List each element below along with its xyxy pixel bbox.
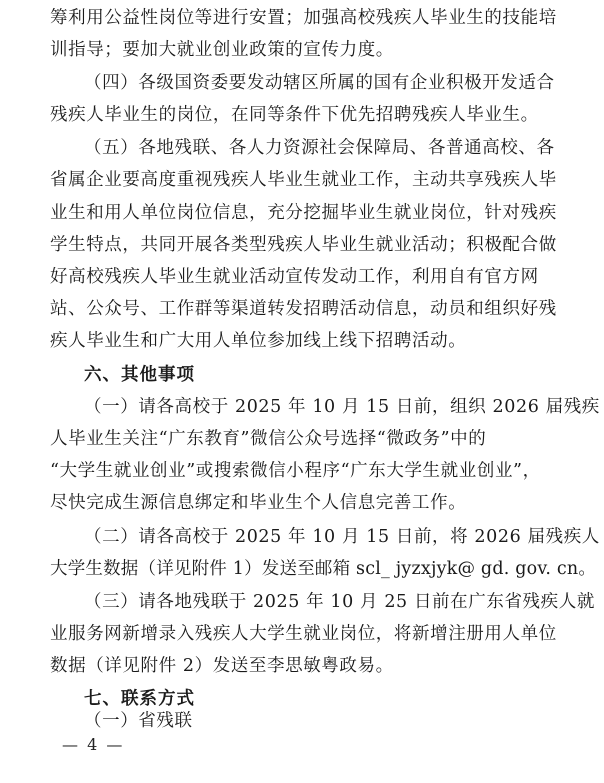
body-text-line: （二）请各高校于 2025 年 10 月 15 日前，将 2026 届残疾人 bbox=[84, 527, 600, 547]
body-text-line: 尽快完成生源信息绑定和毕业生个人信息完善工作。 bbox=[50, 493, 467, 513]
body-text-line: 大学生数据（详见附件 1）发送至邮箱 scl_ jyzxjyk@ gd. gov. cn。 bbox=[50, 559, 597, 579]
body-text-line: 学生特点，共同开展各类型残疾人毕业生就业活动；积极配合做 bbox=[50, 235, 557, 255]
body-text-line: “大学生就业创业”或搜索微信小程序“广东大学生就业创业”， bbox=[50, 461, 541, 481]
section-heading: 七、联系方式 bbox=[84, 689, 195, 709]
body-text-line: （一）省残联 bbox=[84, 711, 193, 731]
body-text-line: 残疾人毕业生的岗位，在同等条件下优先招聘残疾人毕业生。 bbox=[50, 105, 539, 125]
body-text-line: （五）各地残联、各人力资源社会保障局、各普通高校、各 bbox=[84, 138, 555, 158]
body-text-line: （三）请各地残联于 2025 年 10 月 25 日前在广东省残疾人就 bbox=[84, 592, 595, 612]
body-text-line: 省属企业要高度重视残疾人毕业生就业工作，主动共享残疾人毕 bbox=[50, 170, 557, 190]
body-text-line: 疾人毕业生和广大用人单位参加线上线下招聘活动。 bbox=[50, 331, 467, 351]
body-text-line: 好高校残疾人毕业生就业活动宣传发动工作，利用自有官方网 bbox=[50, 267, 539, 287]
body-text-line: 数据（详见附件 2）发送至李思敏粤政易。 bbox=[50, 656, 394, 676]
body-text-line: （四）各级国资委要发动辖区所属的国有企业积极开发适合 bbox=[84, 73, 555, 93]
body-text-line: 训指导；要加大就业创业政策的宣传力度。 bbox=[50, 40, 394, 60]
body-text-line: 业生和用人单位岗位信息，充分挖掘毕业生就业岗位，针对残疾 bbox=[50, 203, 557, 223]
body-text-line: 业服务网新增录入残疾人大学生就业岗位，将新增注册用人单位 bbox=[50, 624, 557, 644]
body-text-line: 人毕业生关注“广东教育”微信公众号选择“微政务”中的 bbox=[50, 429, 487, 449]
body-text-line: （一）请各高校于 2025 年 10 月 15 日前，组织 2026 届残疾 bbox=[84, 397, 600, 417]
body-text-line: 站、公众号、工作群等渠道转发招聘活动信息，动员和组织好残 bbox=[50, 299, 557, 319]
body-text-line: 筹利用公益性岗位等进行安置；加强高校残疾人毕业生的技能培 bbox=[50, 8, 557, 28]
section-heading: 六、其他事项 bbox=[84, 365, 195, 385]
page-number: — 4 — bbox=[62, 735, 125, 754]
